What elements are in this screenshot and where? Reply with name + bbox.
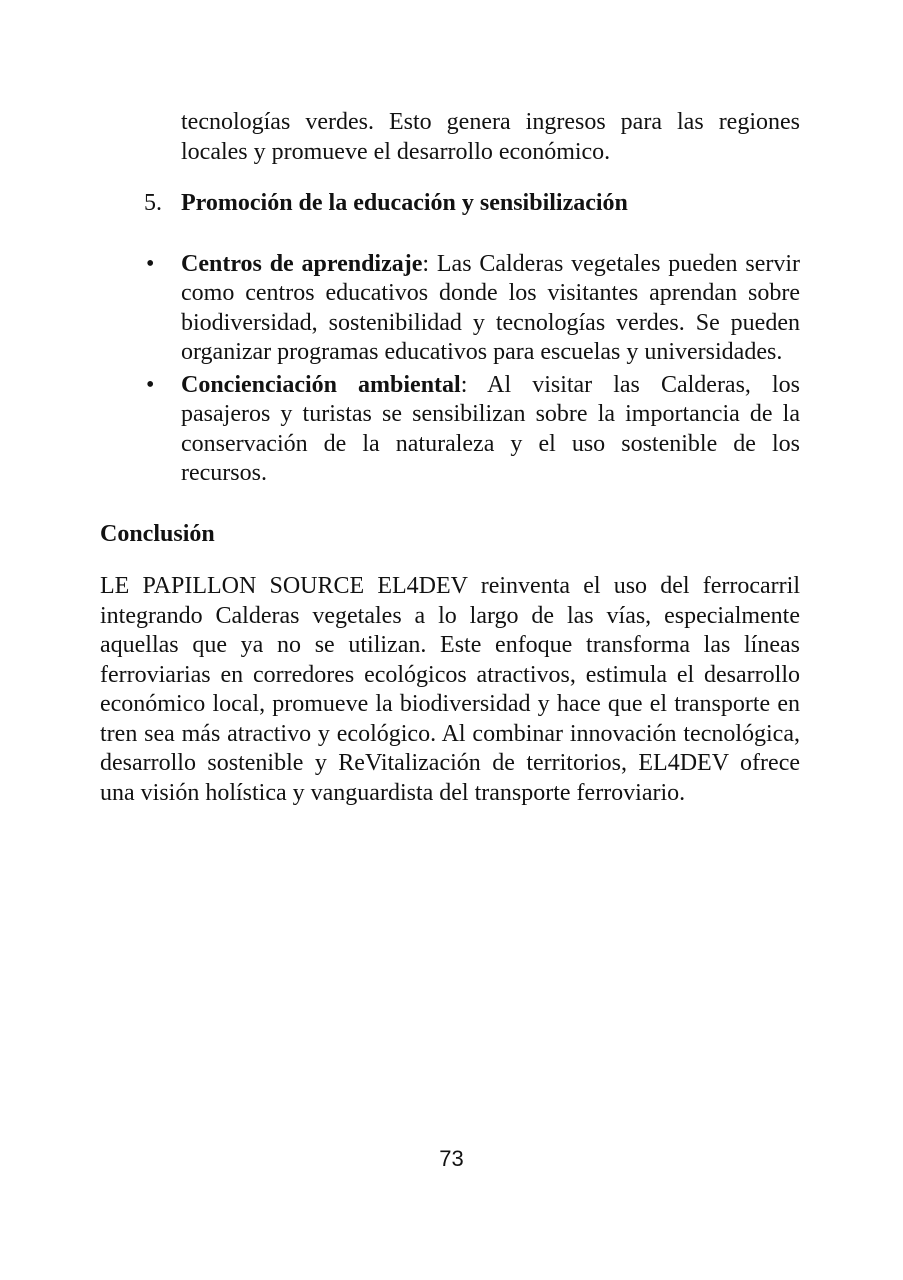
bullet-term: Centros de aprendizaje [181,250,423,277]
bullet-item-learning-centers [100,250,800,368]
list-item-title: Promoción de la educación y sensibilización [181,190,628,216]
bullet-text: : Las Calderas vegetales pueden servir como centros educativos donde los visitantes aprendan sobre biodiversidad, sostenibilidad y tecnologías verdes. Se pueden organizar programas educativos para escuelas y universidades. [181,250,800,365]
page-content [100,108,800,808]
conclusion-heading: Conclusión [100,520,215,547]
bullet-text: : Al visitar las Calderas, los pasajeros y turistas se sensibilizan sobre la importancia de la conservación de la naturaleza y el uso sostenible de los recursos. [181,371,800,486]
conclusion-paragraph: LE PAPILLON SOURCE EL4DEV reinventa el uso del ferrocarril integrando Calderas vegetales a lo largo de las vías, especialmente aquellas que ya no se utilizan. Este enfoque transforma las líneas ferroviarias en corredores ecológicos atractivos, estimula el desarrollo económico local, promueve la biodiversidad y hace que el transporte en tren sea más atractivo y ecológico. Al combinar innovación tecnológica, desarrollo sostenible y ReVitalización de territorios, EL4DEV ofrece una visión holística y vanguardista del transporte ferroviario. [100,573,800,806]
bullet-term: Concienciación ambiental [181,371,461,398]
bullet-icon: • [146,371,155,398]
bullet-item-environmental-awareness [100,371,800,489]
numbered-list-item-5 [100,189,800,219]
paragraph-continuation-text: tecnologías verdes. Esto genera ingresos para las regiones locales y promueve el desarrollo económico. [181,109,800,165]
list-item-number: 5. [144,190,162,216]
bullet-icon: • [146,250,155,277]
paragraph-continuation [100,108,800,167]
page-number: 73 [439,1146,464,1171]
